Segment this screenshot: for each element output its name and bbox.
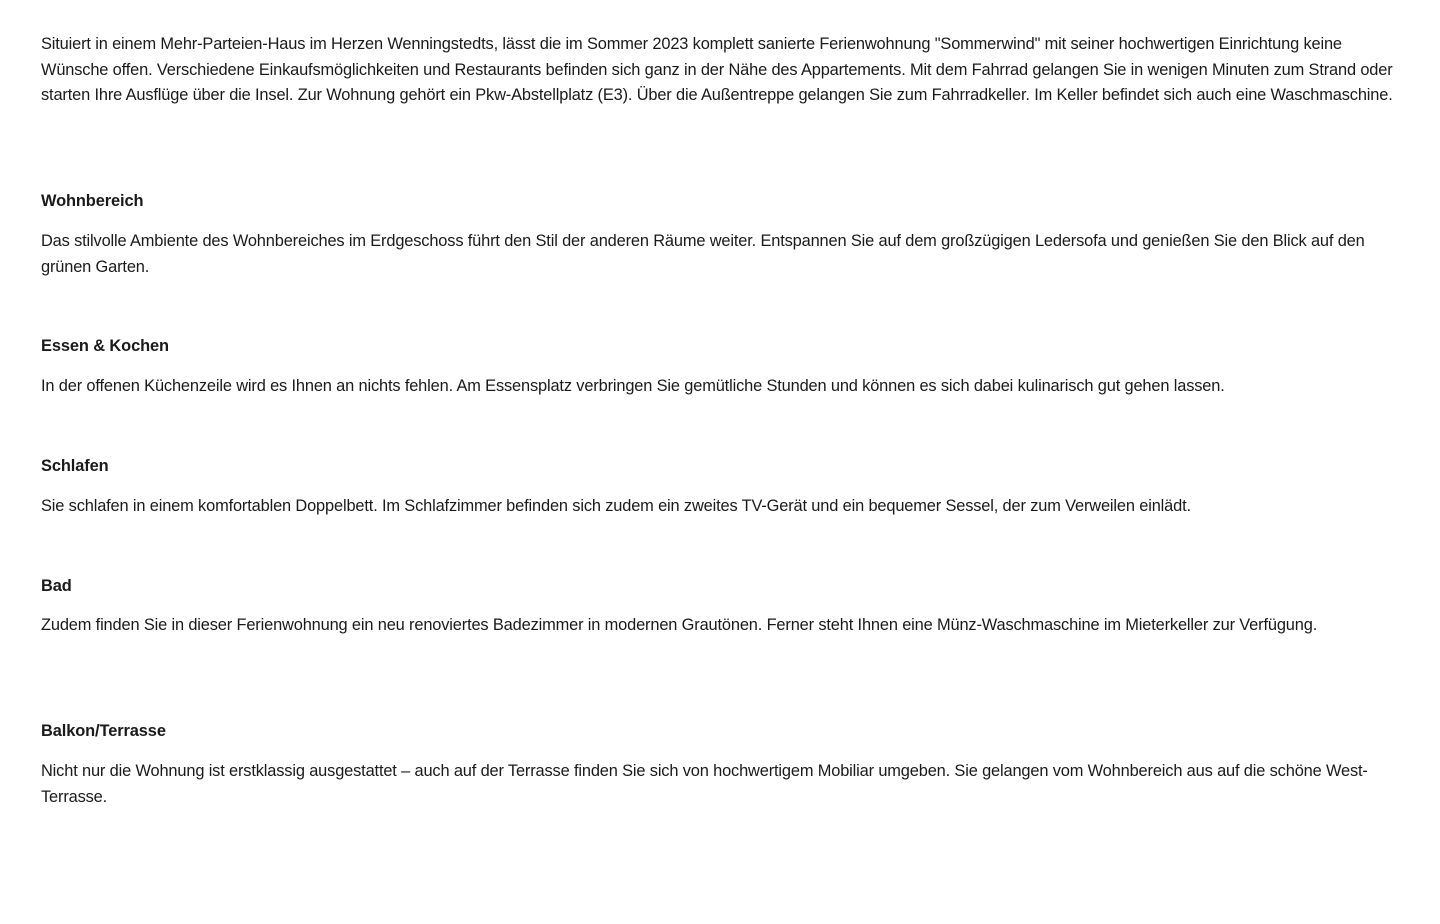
section-heading-balkon-terrasse: Balkon/Terrasse: [41, 722, 166, 740]
section-text-balkon-terrasse: Nicht nur die Wohnung ist erstklassig ausgestattet – auch auf der Terrasse finden Sie sich von hochwertigem Mobiliar umgeben. Sie gelangen vom Wohnbereich aus auf die schöne West-Terrasse.: [41, 762, 1368, 806]
section-text-essen-kochen: In der offenen Küchenzeile wird es Ihnen an nichts fehlen. Am Essensplatz verbringen Sie gemütliche Stunden und können es sich dabei kulinarisch gut gehen lassen.: [41, 377, 1225, 395]
section-heading-bad: Bad: [41, 577, 72, 595]
section-text-bad: Zudem finden Sie in dieser Ferienwohnung ein neu renoviertes Badezimmer in modernen Grautönen. Ferner steht Ihnen eine Münz-Waschmaschine im Mieterkeller zur Verfügung.: [41, 616, 1318, 634]
intro-paragraph: Situiert in einem Mehr-Parteien-Haus im Herzen Wenningstedts, lässt die im Sommer 2023 komplett sanierte Ferienwohnung "Sommerwind" mit seiner hochwertigen Einrichtung keine Wünsche offen. Verschiedene Einkaufsmöglichkeiten und Restaurants befinden sich ganz in der Nähe des Appartements. Mit dem Fahrrad gelangen Sie in wenigen Minuten zum Strand oder starten Ihre Ausflüge über die Insel. Zur Wohnung gehört ein Pkw-Abstellplatz (E3). Über die Außentreppe gelangen Sie zum Fahrradkeller. Im Keller befindet sich auch eine Waschmaschine.: [41, 35, 1393, 104]
section-text-schlafen: Sie schlafen in einem komfortablen Doppelbett. Im Schlafzimmer befinden sich zudem ein zweites TV-Gerät und ein bequemer Sessel, der zum Verweilen einlädt.: [41, 497, 1191, 515]
section-heading-schlafen: Schlafen: [41, 457, 109, 475]
section-text-wohnbereich: Das stilvolle Ambiente des Wohnbereiches im Erdgeschoss führt den Stil der anderen Räume weiter. Entspannen Sie auf dem großzügigen Ledersofa und genießen Sie den Blick auf den grünen Garten.: [41, 232, 1365, 276]
section-heading-wohnbereich: Wohnbereich: [41, 192, 144, 210]
section-heading-essen-kochen: Essen & Kochen: [41, 337, 169, 355]
